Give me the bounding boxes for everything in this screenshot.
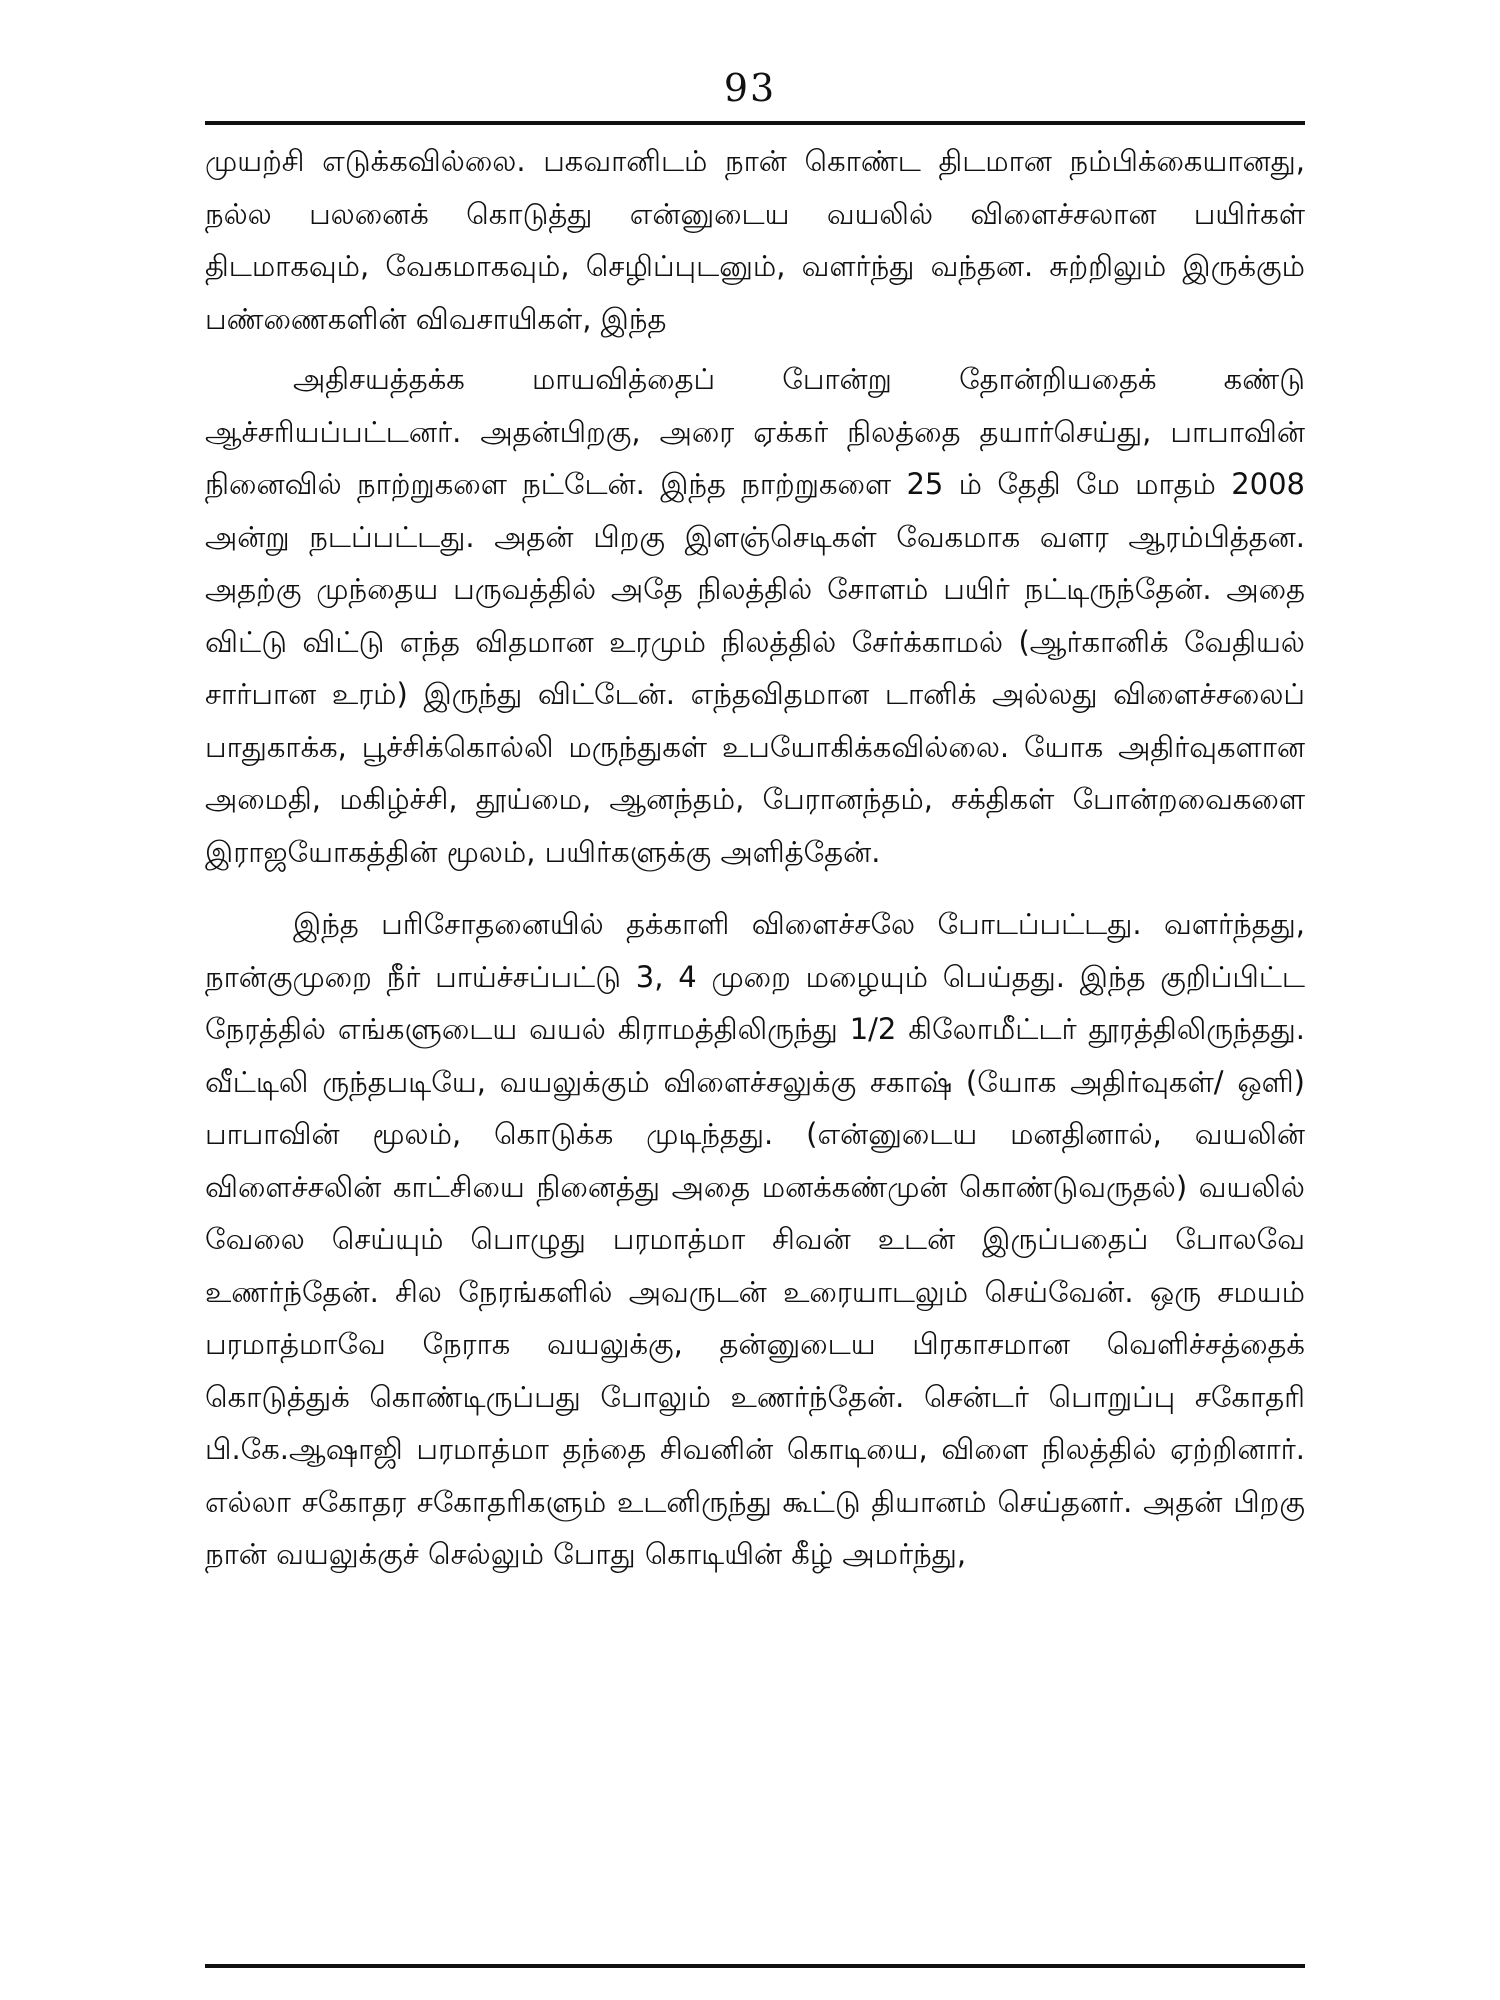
page-number: 93 [723, 66, 777, 110]
paragraph-2: அதிசயத்தக்க மாயவித்தைப் போன்று தோன்றியதைக் கண்டு ஆச்சரியப்பட்டனர். அதன்பிறகு, அரை ஏக்கர் நிலத்தை தயார்செய்து, பாபாவின் நினைவில் நாற்றுகளை நட்டேன். இந்த நாற்றுகளை 25 ம் தேதி மே மாதம் 2008 அன்று நடப்பட்டது. அதன் பிறகு இளஞ்செடிகள் வேகமாக வளர ஆரம்பித்தன. அதற்கு முந்தைய பருவத்தில் அதே நிலத்தில் சோளம் பயிர் நட்டிருந்தேன். அதை விட்டு விட்டு எந்த விதமான உரமும் நிலத்தில் சேர்க்காமல் (ஆர்கானிக் வேதியல் சார்பான உரம்) இருந்து விட்டேன். எந்தவிதமான டானிக் அல்லது விளைச்சலைப் பாதுகாக்க, பூச்சிக்கொல்லி மருந்துகள் உபயோகிக்கவில்லை. யோக அதிர்வுகளான அமைதி, மகிழ்ச்சி, தூய்மை, ஆனந்தம், பேரானந்தம், சக்திகள் போன்றவைகளை இராஜயோகத்தின் மூலம், பயிர்களுக்கு அளித்தேன். [205, 362, 1305, 869]
header-divider [205, 121, 1305, 125]
footer-divider [205, 1964, 1305, 1968]
body-text [205, 135, 1305, 1581]
paragraph-3: இந்த பரிசோதனையில் தக்காளி விளைச்சலே போடப்பட்டது. வளர்ந்தது, நான்குமுறை நீர் பாய்ச்சப்பட்டு 3, 4 முறை மழையும் பெய்தது. இந்த குறிப்பிட்ட நேரத்தில் எங்களுடைய வயல் கிராமத்திலிருந்து 1/2 கிலோமீட்டர் தூரத்திலிருந்தது. வீட்டிலி ருந்தபடியே, வயலுக்கும் விளைச்சலுக்கு சகாஷ் (யோக அதிர்வுகள்/ ஒளி) பாபாவின் மூலம், கொடுக்க முடிந்தது. (என்னுடைய மனதினால், வயலின் விளைச்சலின் காட்சியை நினைத்து அதை மனக்கண்முன் கொண்டுவருதல்) வயலில் வேலை செய்யும் பொழுது பரமாத்மா சிவன் உடன் இருப்பதைப் போலவே உணர்ந்தேன். சில நேரங்களில் அவருடன் உரையாடலும் செய்வேன். ஒரு சமயம் பரமாத்மாவே நேராக வயலுக்கு, தன்னுடைய பிரகாசமான வெளிச்சத்தைக் கொடுத்துக் கொண்டிருப்பது போலும் உணர்ந்தேன். சென்டர் பொறுப்பு சகோதரி பி.கே.ஆஷாஜி பரமாத்மா தந்தை சிவனின் கொடியை, விளை நிலத்தில் ஏற்றினார். எல்லா சகோதர சகோதரிகளும் உடனிருந்து கூட்டு தியானம் செய்தனர். அதன் பிறகு நான் வயலுக்குச் செல்லும் போது கொடியின் கீழ் அமர்ந்து, [205, 907, 1305, 1571]
paragraph-1: முயற்சி எடுக்கவில்லை. பகவானிடம் நான் கொண்ட திடமான நம்பிக்கையானது, நல்ல பலனைக் கொடுத்து என்னுடைய வயலில் விளைச்சலான பயிர்கள் திடமாகவும், வேகமாகவும், செழிப்புடனும், வளர்ந்து வந்தன. சுற்றிலும் இருக்கும் பண்ணைகளின் விவசாயிகள், இந்த [205, 144, 1305, 336]
